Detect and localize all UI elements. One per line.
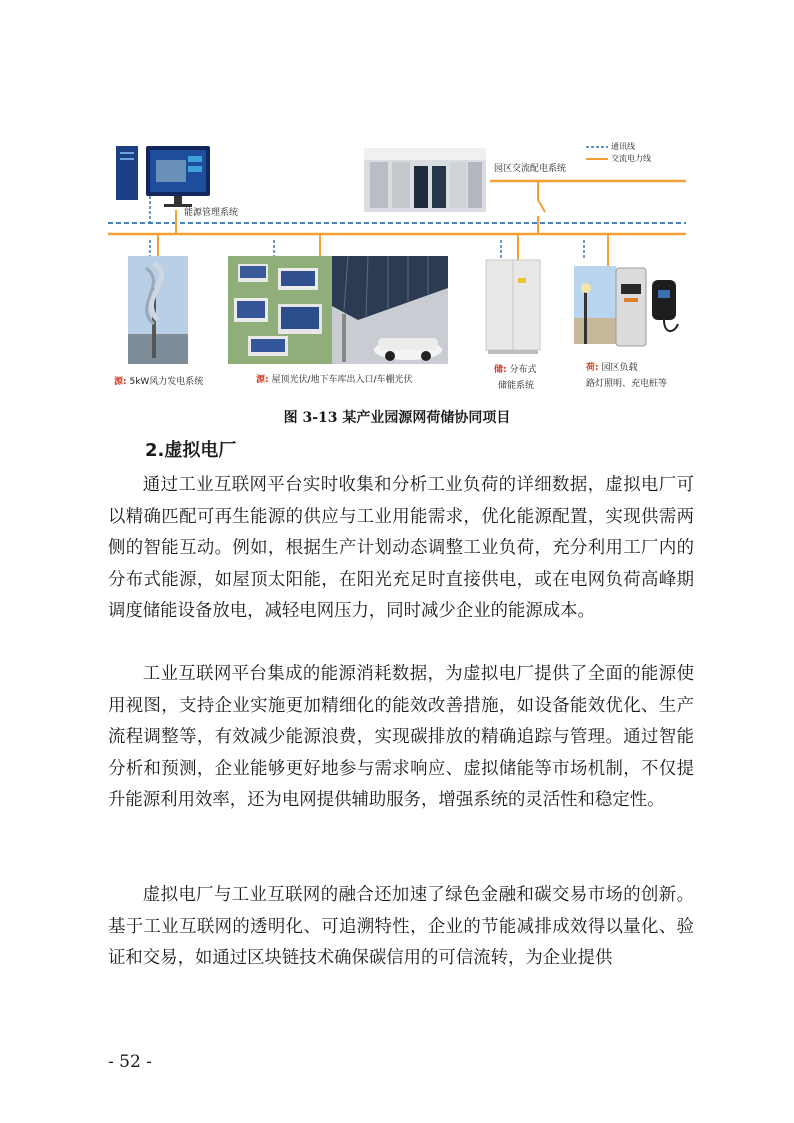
wind-turbine-image xyxy=(128,256,188,364)
paragraph: 虚拟电厂与工业互联网的融合还加速了绿色金融和碳交易市场的创新。基于工业互联网的透明化、可追溯特性，企业的节能减排成效得以量化、验证和交易，如通过区块链技术确保碳信用的可信流转，为企业提供 xyxy=(108,885,694,968)
load-label: 荷: 园区负载 xyxy=(586,363,638,373)
wind-source-label: 源: 5kW风力发电系统 xyxy=(114,377,204,387)
section-title: 2.虚拟电厂 xyxy=(145,440,237,461)
system-diagram-figure xyxy=(108,138,686,400)
pv-source-label: 源: 屋顶光伏/地下车库出入口/车棚光伏 xyxy=(256,375,413,385)
paragraph: 通过工业互联网平台实时收集和分析工业负荷的详细数据，虚拟电厂可以精确匹配可再生能源的供应与工业用能需求，优化能源配置，实现供需两侧的智能互动。例如，根据生产计划动态调整工业负荷，充分利用工厂内的分布式能源，如屋顶太阳能，在阳光充足时直接供电，或在电网负荷高峰期调度储能设备放电，减轻电网压力，同时减少企业的能源成本。 xyxy=(108,475,694,621)
energy-management-label: 能源管理系统 xyxy=(184,208,239,218)
storage-label: 储: 分布式 xyxy=(494,365,537,375)
page-number: - 52 - xyxy=(108,1052,152,1072)
legend-power-label: 交流电力线 xyxy=(611,154,651,163)
legend xyxy=(586,147,608,159)
legend-comm-label: 通讯线 xyxy=(611,142,635,151)
storage-cabinet-image xyxy=(486,260,540,354)
switch-symbol xyxy=(538,200,545,212)
system-diagram xyxy=(108,138,686,400)
monitor-image xyxy=(116,146,210,207)
paragraph: 工业互联网平台集成的能源消耗数据，为虚拟电厂提供了全面的能源使用视图，支持企业实施更加精细化的能效改善措施，如设备能效优化、生产流程调整等，有效减少能源浪费，实现碳排放的精确追踪与管理。通过智能分析和预测，企业能够更好地参与需求响应、虚拟储能等市场机制，不仅提升能源利用效率，还为电网提供辅助服务，增强系统的灵活性和稳定性。 xyxy=(108,664,694,810)
storage-label-2: 储能系统 xyxy=(498,381,535,391)
figure-caption: 图 3-13 某产业园源网荷储协同项目 xyxy=(283,410,511,426)
load-label-2: 路灯照明、充电桩等 xyxy=(586,379,668,389)
load-chargers-image xyxy=(574,266,678,346)
carport-pv-image xyxy=(332,256,448,364)
distribution-room-image xyxy=(364,148,486,212)
ac-distribution-label: 园区交流配电系统 xyxy=(494,164,567,174)
rooftop-pv-image xyxy=(228,256,332,364)
